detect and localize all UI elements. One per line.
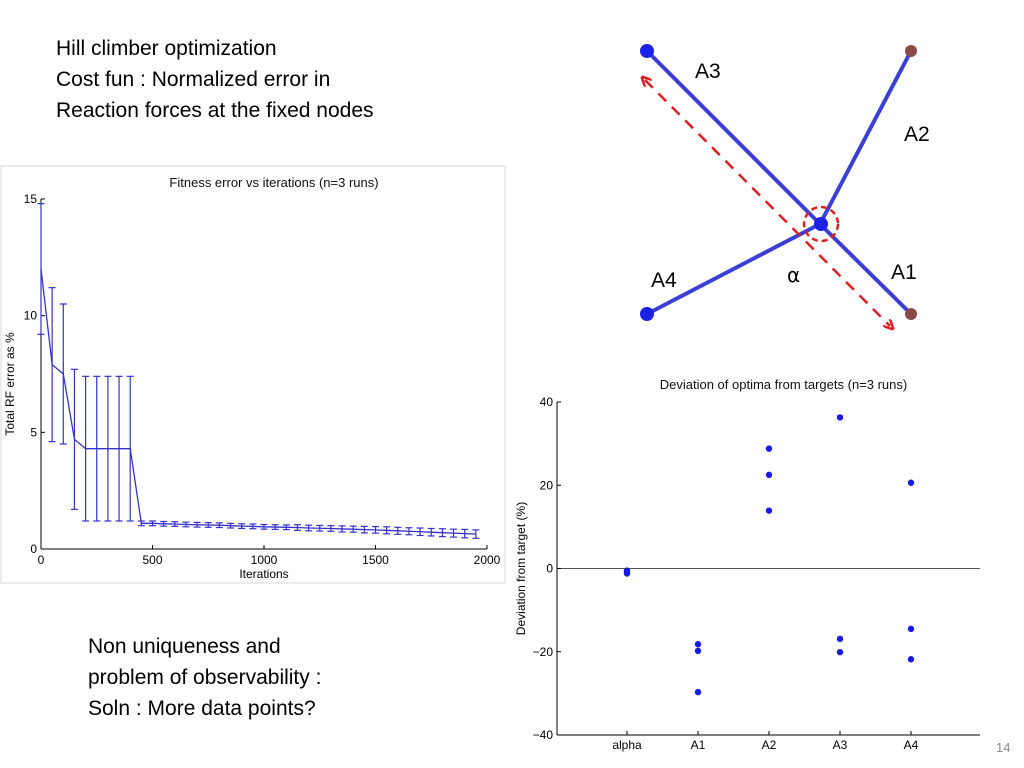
node-a4 [640,307,654,321]
deviation-point [695,689,701,695]
fitness-y-axis-label: Total RF error as % [3,332,17,436]
deviation-point [766,445,772,451]
fitness-x-tick-label: 2000 [473,553,501,567]
node-a2-fixed [905,45,917,57]
deviation-y-tick-label: 40 [539,395,553,409]
fitness-chart-frame [1,166,505,583]
deviation-chart [510,372,985,750]
deviation-point [624,570,630,576]
deviation-point [837,414,843,420]
fitness-x-tick-label: 500 [142,553,163,567]
deviation-point [766,472,772,478]
deviation-point [766,507,772,513]
notes-text [88,631,321,724]
direction-arrow [645,80,890,326]
label-alpha: α [787,263,801,287]
deviation-x-tick-label: A1 [690,738,706,752]
node-a3 [640,44,654,58]
free-node [814,217,828,231]
deviation-point [837,649,843,655]
deviation-point [837,636,843,642]
deviation-point [908,626,914,632]
node-a1-fixed [905,308,917,320]
deviation-point [695,648,701,654]
fitness-y-tick-label: 10 [23,308,37,323]
label-a4: A4 [651,269,677,292]
label-a3: A3 [695,60,721,83]
deviation-x-tick-label: A4 [903,738,919,752]
deviation-x-tick-label: alpha [612,738,642,752]
notes-line: problem of observability : [88,666,322,689]
fitness-x-tick-label: 1000 [250,553,278,567]
fitness-chart [0,165,506,585]
deviation-point [908,480,914,486]
intro-line: Reaction forces at the fixed nodes [56,99,374,122]
deviation-y-tick-label: 0 [546,561,553,576]
label-a2: A2 [904,123,930,146]
fitness-chart-title: Fitness error vs iterations (n=3 runs) [169,175,379,190]
member-a2 [820,51,911,224]
deviation-x-tick-label: A2 [761,738,777,752]
fitness-y-tick-label: 0 [30,542,37,556]
label-a1: A1 [891,261,917,284]
intro-line: Cost fun : Normalized error in [56,68,331,91]
page-number: 14 [996,740,1011,755]
fitness-y-tick-label: 15 [23,192,37,206]
deviation-point [908,656,914,662]
notes-line: Soln : More data points? [88,697,316,720]
deviation-y-tick-label: 20 [539,478,553,493]
member-a3 [647,51,820,224]
fitness-x-tick-label: 0 [37,553,45,567]
intro-line: Hill climber optimization [56,37,277,60]
deviation-x-tick-label: A3 [832,738,848,752]
deviation-y-tick-label: −40 [532,728,553,742]
deviation-y-tick-label: −20 [532,644,553,659]
fitness-x-axis-label: Iterations [239,567,289,581]
deviation-chart-title: Deviation of optima from targets (n=3 runs) [659,377,908,392]
fitness-y-tick-label: 5 [30,425,37,440]
fitness-x-tick-label: 1500 [362,553,389,567]
deviation-y-axis-label: Deviation from target (%) [514,501,528,636]
deviation-point [695,641,701,647]
notes-line: Non uniqueness and [88,635,281,658]
